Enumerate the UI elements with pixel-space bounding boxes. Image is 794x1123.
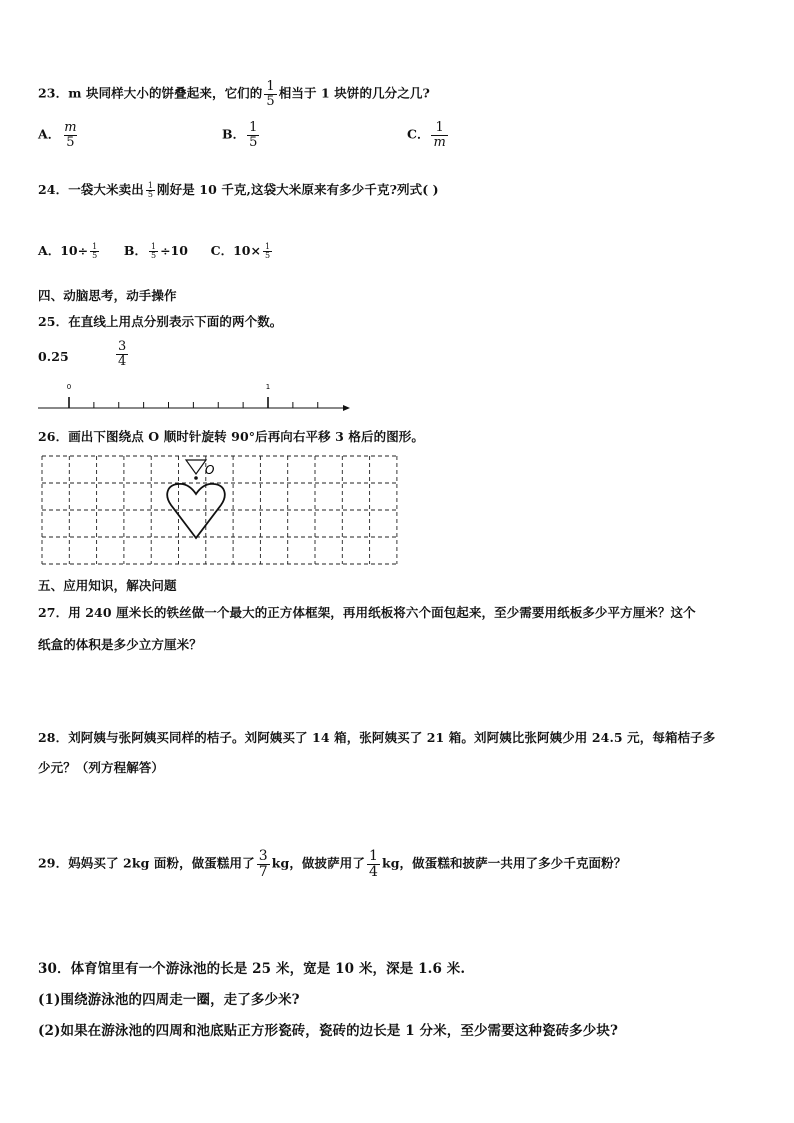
heart-shape [167,484,225,538]
fraction: $\frac{1}{4}$ [368,848,378,880]
fraction: $\frac{1}{5}$ [266,79,275,109]
number-line [36,380,356,416]
question-28-line-1: 28．刘阿姨与张阿姨买同样的桔子。刘阿姨买了 14 箱，张阿姨买了 21 箱。刘阿姨比张阿姨少用 24.5 元，每箱桔子多 [38,730,716,745]
tick-marks [69,397,318,408]
q24-option-b: B． $\frac{1}{5}$ ÷10 [123,241,188,260]
fraction: $\frac{3}{7}$ [258,848,268,880]
grid-figure [40,454,406,570]
question-30-line-1: 30．体育馆里有一个游泳池的长是 25 米，宽是 10 米，深是 1.6 米. [38,961,466,977]
triangle-marker-icon [186,460,206,474]
point-label-o: O [205,463,215,477]
q23-option-a: A． $\frac{m}{5}$ [38,120,77,150]
q25-value-1: 0.25 [38,349,69,364]
rotation-point [194,476,198,480]
question-27-line-1: 27．用 240 厘米长的铁丝做一个最大的正方体框架，再用纸板将六个面包起来，至少需要用纸板多少平方厘米？这个 [38,605,696,620]
q24-option-a: A．10÷ $\frac{1}{5}$ [38,241,98,260]
question-28-line-2: 少元？（列方程解答） [38,760,165,775]
question-27-line-2: 纸盒的体积是多少立方厘米？ [38,637,202,652]
section-heading-5: 五、应用知识，解决问题 [38,578,177,593]
arrow-icon [343,405,350,411]
question-26: 26．画出下图绕点 O 顺时针旋转 90°后再向右平移 3 格后的图形。 [38,429,424,444]
axis-label-0: 0 [66,383,72,391]
axis-label-1: 1 [265,383,271,391]
question-23: 23．m 块同样大小的饼叠起来，它们的 $\frac{1}{5}$ 相当于 1 块饼的几分之几? [38,79,430,109]
q23-option-b: B． $\frac{1}{5}$ [222,120,258,150]
fraction: $\frac{1}{5}$ [147,180,154,199]
question-30-line-3: (2)如果在游泳池的四周和池底贴正方形瓷砖，瓷砖的边长是 1 分米，至少需要这种瓷砖多少块? [38,1023,618,1039]
section-heading-4: 四、动脑思考，动手操作 [38,288,177,303]
q24-option-c: C．10× $\frac{1}{5}$ [210,241,271,260]
question-24: 24．一袋大米卖出 $\frac{1}{5}$ 刚好是 10 千克,这袋大米原来有多少千克?列式( ) [38,180,439,199]
dashed-grid [42,456,397,564]
q23-option-c: C． $\frac{1}{m}$ [407,120,446,150]
q25-value-2: $\frac{3}{4}$ [118,339,127,369]
question-30-line-2: (1)围绕游泳池的四周走一圈，走了多少米? [38,992,300,1008]
question-number: 23． [38,85,69,101]
question-number: 24． [38,182,69,197]
q24-options [38,241,274,260]
question-25: 25．在直线上用点分别表示下面的两个数。 [38,314,283,329]
question-29: 29．妈妈买了 2kg 面粉，做蛋糕用了 $\frac{3}{7}$ kg，做披萨用了 $\frac{1}{4}$ kg，做蛋糕和披萨一共用了多少千克面粉？ [38,848,627,880]
